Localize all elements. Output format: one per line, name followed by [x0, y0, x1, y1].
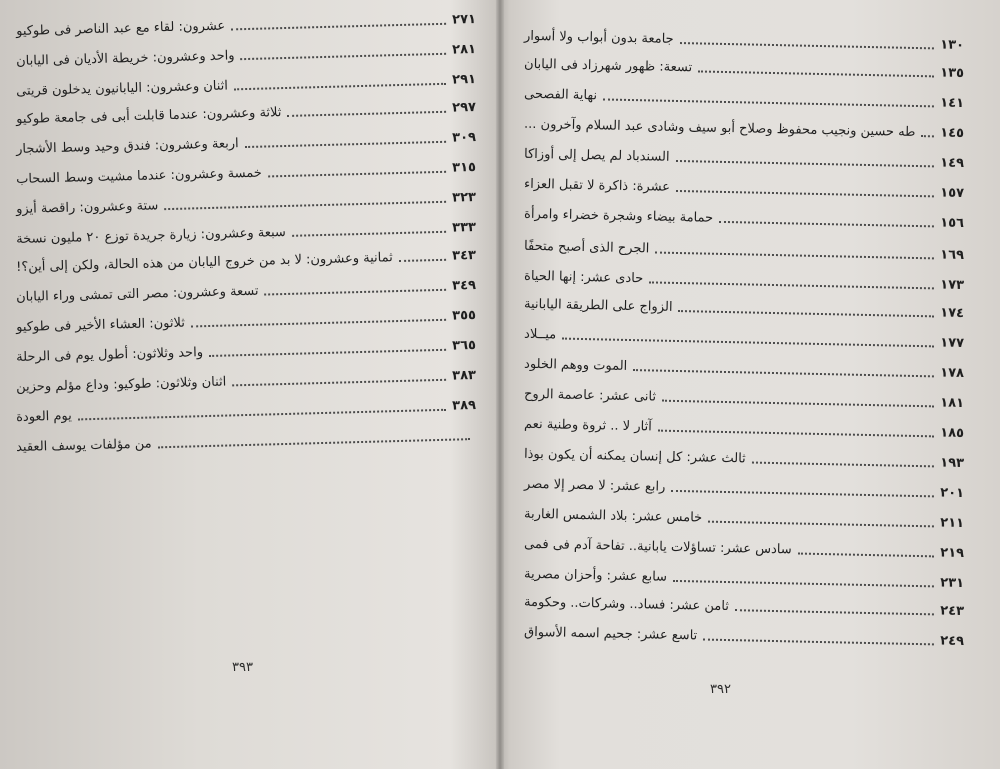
entry-title: سبعة وعشرون: زيارة جريدة توزع ٢٠ مليون نسخة	[15, 224, 287, 248]
toc-entry	[524, 297, 964, 322]
left-page	[0, 0, 496, 769]
toc-entry	[524, 625, 964, 650]
entry-title: تسعة وعشرون: مصر التى تمشى وراء اليابان	[15, 283, 259, 306]
dot-leader	[245, 141, 447, 148]
entry-title: اثنان وعشرون: اليابانيون يدخلون قريتى	[15, 78, 229, 100]
entry-title: واحد وعشرون: خريطة الأديان فى اليابان	[15, 48, 235, 70]
dot-leader	[603, 98, 934, 107]
toc-entry	[16, 338, 476, 366]
entry-page: ١٧٧	[940, 335, 965, 351]
dot-leader	[158, 438, 470, 448]
toc-entry	[16, 220, 476, 248]
toc-entry	[524, 357, 964, 382]
dot-leader	[719, 221, 934, 228]
entry-page: ٢٣١	[940, 575, 965, 591]
toc-entry	[524, 177, 964, 202]
entry-page: ١٩٣	[940, 455, 965, 471]
toc-entry	[524, 477, 964, 502]
toc-entry	[524, 87, 964, 112]
book-spine	[496, 0, 504, 769]
entry-page: ١٥٧	[940, 185, 965, 201]
entry-title: حادى عشر: إنها الحياة	[523, 268, 644, 287]
toc-entry	[16, 72, 476, 100]
dot-leader	[680, 42, 935, 49]
dot-leader	[265, 289, 447, 296]
entry-page: ٣٦٥	[451, 338, 477, 354]
entry-title: عشرون: لقاء مع عبد الناصر فى طوكيو	[15, 18, 226, 40]
dot-leader	[399, 259, 446, 262]
entry-title: سادس عشر: تساؤلات يابانية.. تفاحة آدم فى فمى	[523, 536, 792, 558]
dot-leader	[232, 379, 446, 387]
entry-title: نهاية الفصحى	[523, 86, 598, 104]
entry-title: يوم العودة	[15, 408, 73, 426]
toc-entry	[16, 12, 476, 40]
entry-page: ١٧٣	[940, 277, 965, 293]
entry-title: جامعة بدون أبواب ولا أسوار	[523, 28, 674, 47]
toc-entry	[16, 100, 476, 128]
dot-leader	[921, 135, 934, 137]
entry-page: ١٤٩	[940, 155, 965, 171]
dot-leader	[735, 609, 934, 615]
entry-title: الزواج على الطريقة اليابانية	[523, 296, 673, 315]
entry-page: ٢٩٧	[451, 100, 477, 116]
right-page-number: ٣٩٢	[710, 682, 731, 697]
dot-leader	[78, 409, 446, 421]
dot-leader	[268, 171, 446, 178]
dot-leader	[662, 400, 934, 408]
dot-leader	[231, 23, 446, 31]
toc-entry	[524, 387, 964, 412]
dot-leader	[209, 349, 446, 357]
toc-entry	[524, 417, 964, 442]
dot-leader	[649, 281, 934, 289]
entry-page: ١٣٥	[940, 65, 965, 81]
entry-page: ٢٤٣	[940, 603, 965, 619]
dot-leader	[191, 319, 446, 328]
toc-entry	[16, 398, 476, 426]
dot-leader	[562, 338, 934, 348]
entry-title: ثلاثة وعشرون: عندما قابلت أبى فى جامعة طوكيو	[15, 105, 282, 128]
toc-entry	[524, 507, 964, 532]
entry-title: خمسة وعشرون: عندما مشيت وسط السحاب	[15, 165, 263, 188]
dot-leader	[633, 369, 934, 377]
entry-title: ثامن عشر: فساد.. وشركات.. وحكومة	[523, 594, 730, 615]
left-page-number: ٣٩٣	[232, 660, 253, 675]
entry-title: الموت ووهم الخلود	[523, 356, 628, 374]
toc-entry	[16, 308, 476, 336]
toc-entry	[16, 248, 476, 276]
dot-leader	[798, 553, 935, 558]
entry-page: ٣٣٣	[451, 220, 477, 236]
toc-entry	[524, 239, 964, 264]
entry-page: ١٤٥	[940, 125, 965, 141]
entry-title: خامس عشر: بلاد الشمس الغاربة	[523, 506, 703, 526]
entry-title: ثلاثون: العشاء الأخير فى طوكيو	[15, 315, 186, 336]
entry-page: ٣٠٩	[451, 130, 477, 146]
entry-title: السندباد لم يصل إلى أوزاكا	[523, 146, 670, 165]
entry-page: ٣٥٥	[451, 308, 477, 324]
toc-entry	[524, 29, 964, 54]
entry-page: ٢٤٩	[940, 633, 965, 649]
dot-leader	[164, 201, 446, 210]
entry-page: ١٤١	[940, 95, 965, 111]
toc-entry	[524, 117, 964, 142]
dot-leader	[708, 521, 934, 528]
entry-page: ١٨١	[940, 395, 965, 411]
dot-leader	[673, 580, 934, 587]
dot-leader	[698, 70, 934, 77]
dot-leader	[671, 490, 934, 498]
entry-page: ١٧٨	[940, 365, 965, 381]
entry-page: ١٨٥	[940, 425, 965, 441]
toc-entry	[16, 42, 476, 70]
toc-entry	[524, 207, 964, 232]
entry-page: ٣١٥	[451, 160, 477, 176]
toc-entry	[524, 567, 964, 592]
toc-entry	[524, 537, 964, 562]
entry-title: من مؤلفات يوسف العقيد	[15, 436, 152, 456]
entry-title: تاسع عشر: جحيم اسمه الأسواق	[523, 624, 698, 644]
dot-leader	[658, 430, 934, 438]
toc-entry	[524, 327, 964, 352]
dot-leader	[292, 231, 446, 237]
entry-page: ١٧٤	[940, 305, 965, 321]
toc-entry	[524, 147, 964, 172]
entry-page: ٢٩١	[451, 72, 477, 88]
entry-title: اربعة وعشرون: فندق وحيد وسط الأشجار	[15, 136, 239, 158]
right-page	[504, 0, 1000, 769]
entry-title: تسعة: ظهور شهرزاد فى اليابان	[523, 56, 693, 76]
entry-page: ١٥٦	[940, 215, 965, 231]
entry-title: ميــلاد	[523, 326, 557, 343]
toc-entry	[16, 368, 476, 396]
entry-page: ٢٨١	[451, 42, 477, 58]
entry-title: عشرة: ذاكرة لا تقبل العزاء	[523, 176, 671, 195]
entry-title: حمامة بيضاء وشجرة خضراء وامرأة	[523, 206, 714, 226]
toc-entry	[16, 190, 476, 218]
entry-title: رابع عشر: لا مصر إلا مصر	[523, 476, 666, 495]
entry-page: ٣٤٣	[451, 248, 477, 264]
entry-page: ١٦٩	[940, 247, 965, 263]
entry-title: الجرح الذى أصبح متحفًا	[523, 238, 650, 257]
toc-entry	[16, 428, 476, 456]
entry-title: طه حسين ونجيب محفوظ وصلاح أبو سيف وشادى عبد السلام وآخرون ...	[523, 116, 916, 140]
dot-leader	[675, 160, 934, 167]
toc-entry	[16, 278, 476, 306]
entry-title: ثانى عشر: عاصمة الروح	[523, 386, 657, 405]
entry-page: ١٣٠	[940, 37, 965, 53]
entry-title: آثار لا .. ثروة وطنية نعم	[523, 416, 652, 435]
entry-page: ٢٧١	[451, 12, 477, 28]
entry-title: اثنان وثلاثون: طوكيو: وداع مؤلم وحزين	[15, 374, 227, 396]
entry-page: ٣٢٣	[451, 190, 477, 206]
toc-entry	[524, 447, 964, 472]
entry-page: ٣٨٣	[451, 368, 477, 384]
entry-title: واحد وثلاثون: أطول يوم فى الرحلة	[15, 345, 204, 366]
toc-entry	[16, 130, 476, 158]
dot-leader	[234, 83, 446, 91]
dot-leader	[676, 190, 934, 197]
dot-leader	[241, 53, 447, 60]
toc-entry	[524, 595, 964, 620]
dot-leader	[703, 639, 934, 646]
entry-page: ٢٠١	[940, 485, 965, 501]
dot-leader	[288, 111, 447, 117]
entry-title: سابع عشر: وأحزان مصرية	[523, 566, 668, 585]
entry-page: ٢١٩	[940, 545, 965, 561]
entry-page: ٣٨٩	[451, 398, 477, 414]
entry-title: ثالث عشر: كل إنسان يمكنه أن يكون بوذا	[523, 446, 746, 467]
entry-page: ٢١١	[940, 515, 965, 531]
dot-leader	[752, 462, 935, 468]
toc-entry	[524, 57, 964, 82]
toc-entry	[524, 269, 964, 294]
entry-title: ستة وعشرون: راقصة أيزو	[15, 198, 159, 218]
entry-page: ٣٤٩	[451, 278, 477, 294]
entry-title: ثمانية وعشرون: لا بد من خروج اليابان من هذه الحالة، ولكن إلى أين؟!	[15, 250, 393, 276]
toc-entry	[16, 160, 476, 188]
dot-leader	[655, 252, 934, 260]
dot-leader	[678, 310, 934, 317]
